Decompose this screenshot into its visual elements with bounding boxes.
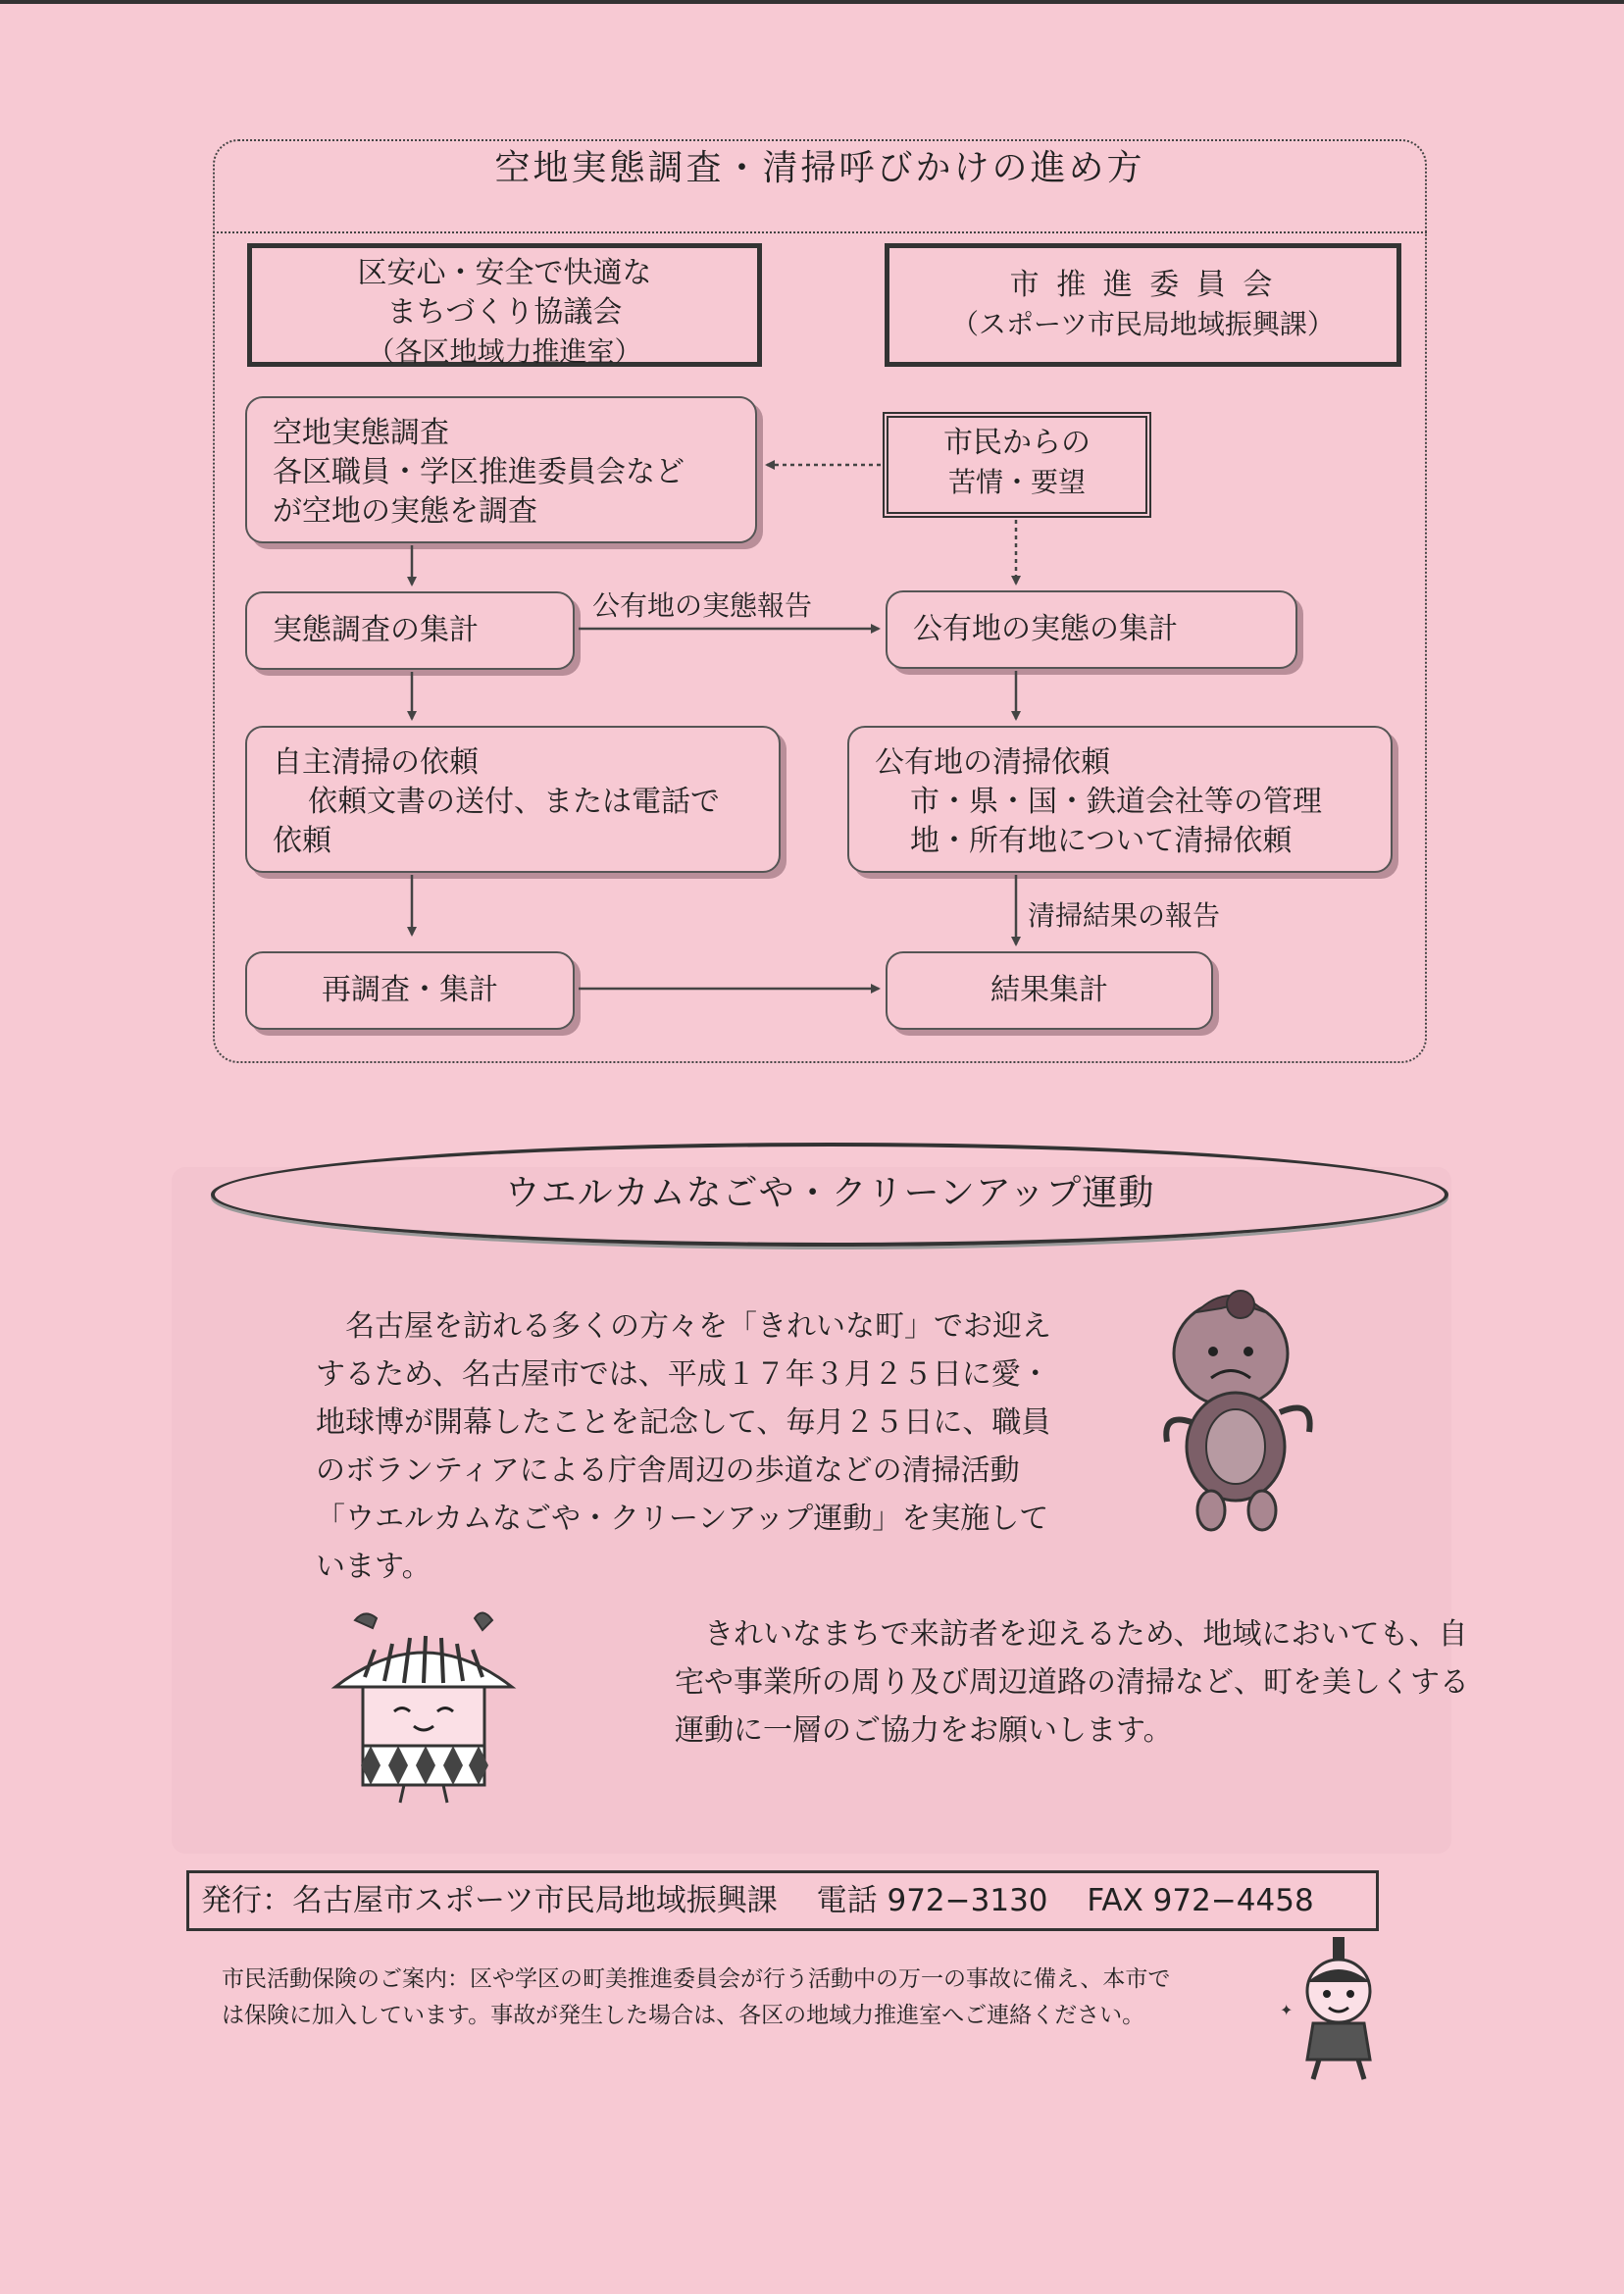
result-total-box: 結果集計 [886,951,1213,1030]
welcome-paragraph-1: 名古屋を訪れる多くの方々を「きれいな町」でお迎え するため、名古屋市では、平成１７年３月２５日に愛・ 地球博が開幕したことを記念して、毎月２５日に、職員 のボランティアによる庁舎周辺の歩道などの清掃活動 「ウエルカムなごや・クリーンアップ運動」を実施して います。 [316,1309,1051,1584]
samurai-mascot-icon [1280,1937,1397,2084]
ward-council-box: 区安心・安全で快適な まちづくり協議会 （各区地域力推進室） [247,243,762,367]
nagoya-castle-mascot-icon [316,1608,532,1805]
publisher-phone: 電話 972−3130 [816,1883,1048,1918]
welcome-paragraph-2: きれいなまちで来訪者を迎えるため、地域においても、自 宅や事業所の周り及び周辺道路の清掃など、町を美しくする 運動に一層のご協力をお願いします。 [675,1617,1469,1748]
insurance-notice: 市民活動保険のご案内：区や学区の町美推進委員会が行う活動中の万一の事故に備え、本市で は保険に加入しています。事故が発生した場合は、各区の地域力推進室へご連絡ください。 [222,1966,1171,2028]
public-land-report-label: 公有地の実態報告 [592,589,813,622]
svg-text:✦: ✦ [1280,2001,1294,2019]
citizen-complaints-box: 市民からの 苦情・要望 [883,412,1151,518]
publisher-fax: FAX 972−4458 [1087,1883,1314,1918]
top-edge-line [0,0,1624,4]
publisher-name: 発行：名古屋市スポーツ市民局地域振興課 [201,1883,778,1918]
survey-total-box: 実態調査の集計 [245,591,575,670]
cleaning-result-report-label: 清掃結果の報告 [1028,899,1221,932]
tortoise-mascot-icon [1142,1285,1329,1535]
city-committee-box: 市 推 進 委 員 会 （スポーツ市民局地域振興課） [885,243,1401,367]
voluntary-cleaning-box: 自主清掃の依頼 依頼文書の送付、または電話で 依頼 [245,726,781,873]
public-land-total-box: 公有地の実態の集計 [886,590,1297,669]
publisher-box [186,1870,1379,1931]
flow-chart-title: 空地実態調査・清掃呼びかけの進め方 [213,139,1427,233]
resurvey-box: 再調査・集計 [245,951,575,1030]
public-land-cleaning-box: 公有地の清掃依頼 市・県・国・鉄道会社等の管理 地・所有地について清掃依頼 [847,726,1393,873]
vacant-lot-survey-box: 空地実態調査 各区職員・学区推進委員会など が空地の実態を調査 [245,396,757,543]
welcome-campaign-title: ウエルカムなごや・クリーンアップ運動 [211,1143,1448,1247]
